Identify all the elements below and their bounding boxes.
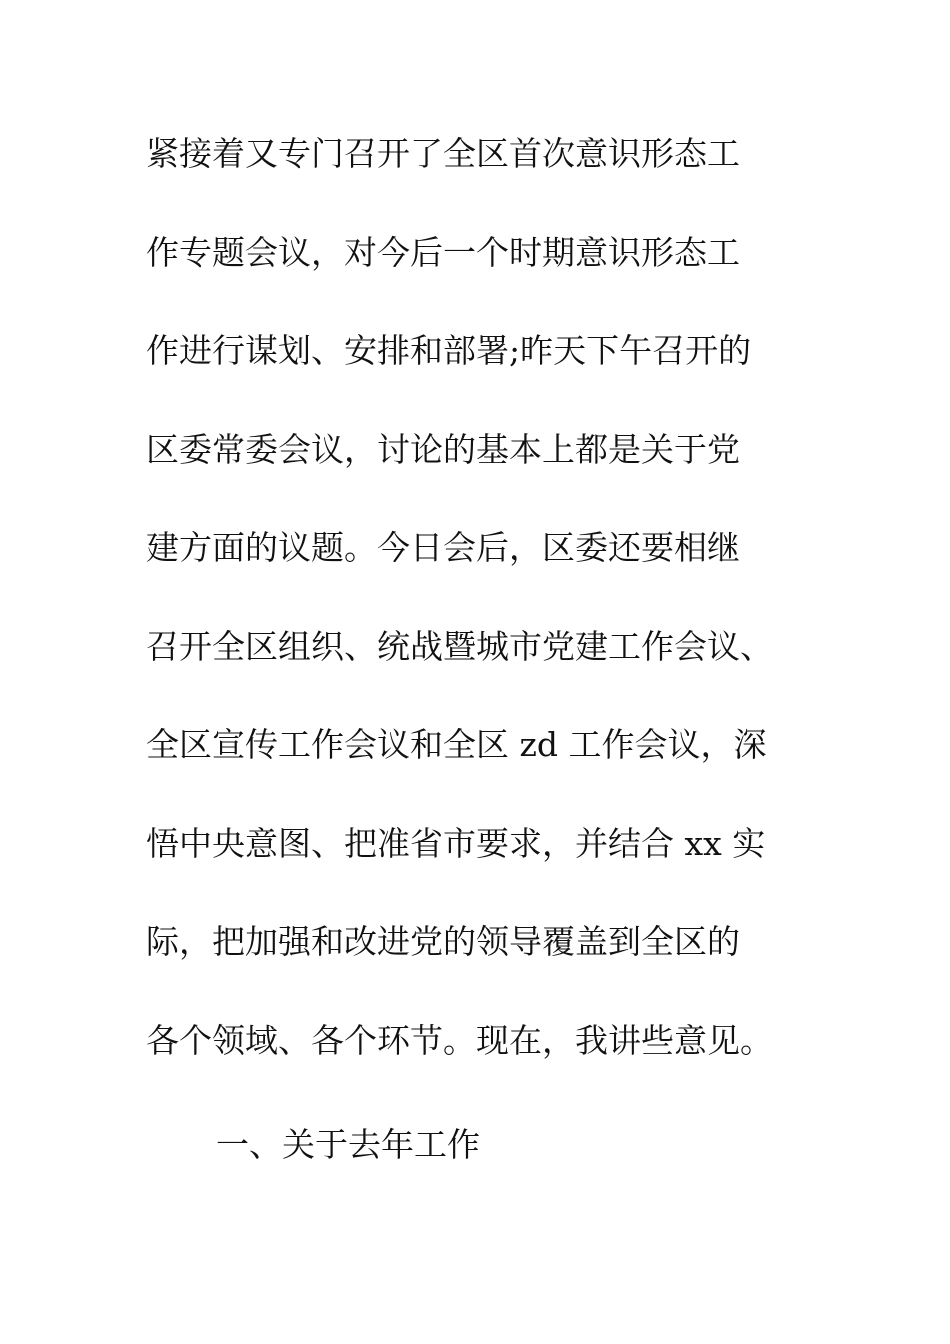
text-line: 悟中央意图、把准省市要求，并结合 xx 实 (146, 823, 766, 863)
text-line: 作专题会议，对今后一个时期意识形态工 (146, 232, 740, 272)
text-line: 召开全区组织、统战暨城市党建工作会议、 (146, 626, 773, 666)
text-line: 建方面的议题。今日会后，区委还要相继 (146, 528, 740, 567)
text-line: 际，把加强和改进党的领导覆盖到全区的 (146, 922, 740, 961)
text-line: 作进行谋划、安排和部署;昨天下午召开的 (146, 331, 752, 370)
body-paragraph (146, 124, 826, 1109)
text-line: 区委常委会议，讨论的基本上都是关于党 (146, 429, 740, 469)
text-line: 各个领域、各个环节。现在，我讲些意见。 (146, 1020, 773, 1060)
text-line: 全区宣传工作会议和全区 zd 工作会议，深 (146, 725, 767, 764)
section-heading: 一、关于去年工作 (216, 1125, 480, 1164)
text-line: 紧接着又专门召开了全区首次意识形态工 (146, 134, 740, 173)
